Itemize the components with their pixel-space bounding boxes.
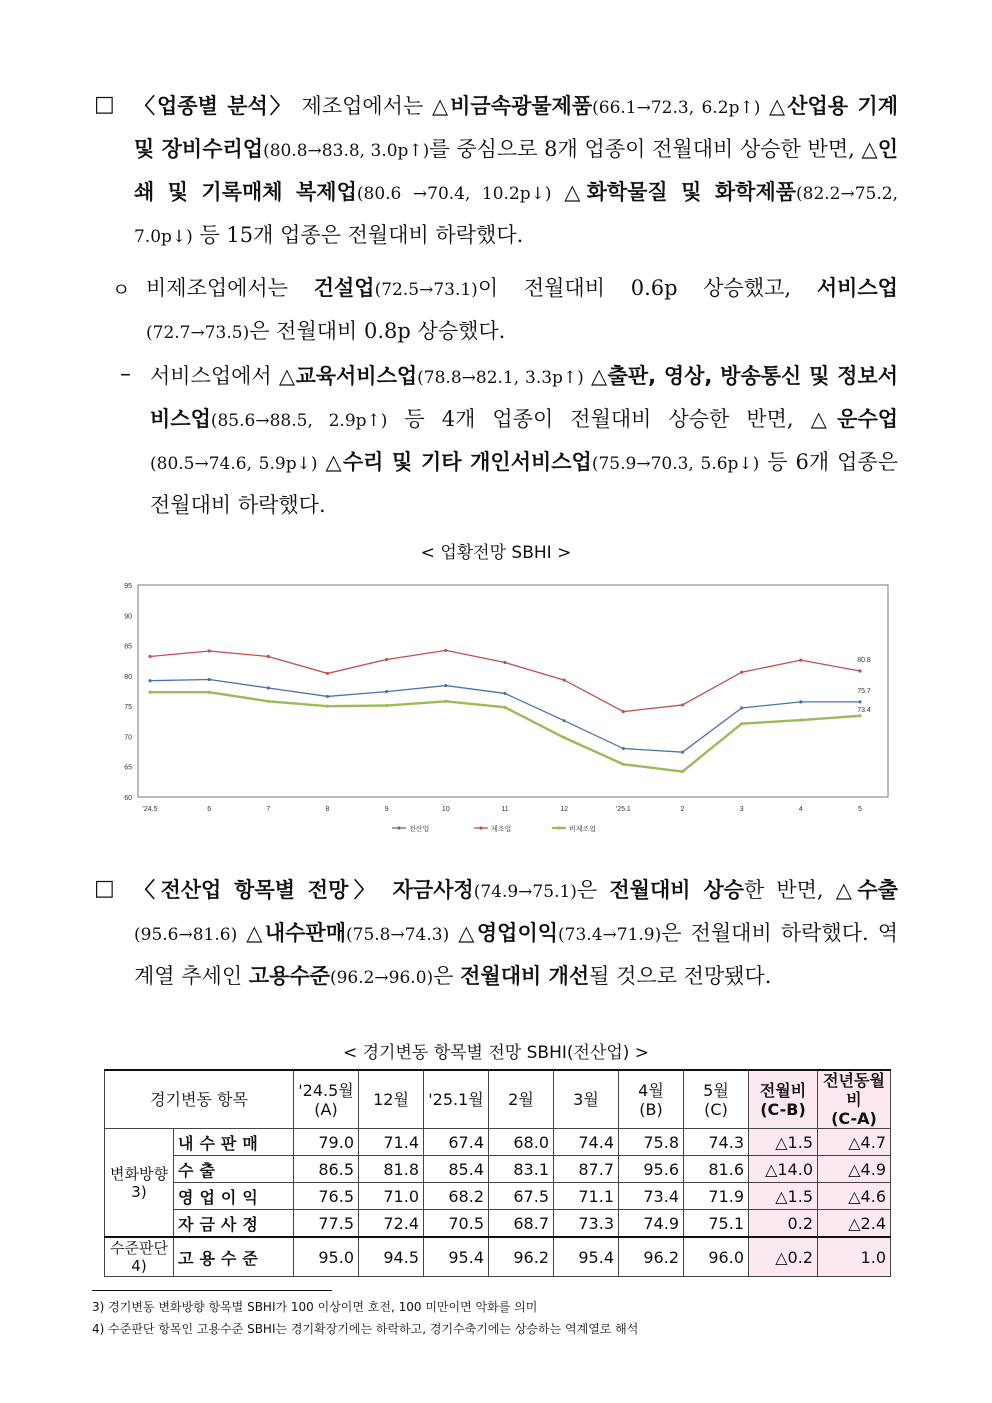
table-row [105,1129,891,1156]
table-cell: 77.5 [294,1210,359,1238]
text-run: △ [551,180,587,204]
data-point [444,700,447,703]
item-name: 영업이익 [174,1183,294,1210]
data-point [799,718,802,721]
col-header: '24.5월 (A) [294,1070,359,1129]
table-cell: 95.0 [294,1237,359,1277]
bold-term: 내수판매 [264,921,347,945]
plot-area [138,585,888,797]
table-cell: 75.1 [684,1210,749,1238]
section2-marker: ㅇ [112,279,131,301]
bold-term: 전월대비 개선 [460,964,590,988]
table-cell: 71.9 [684,1183,749,1210]
table-cell: 71.0 [359,1183,424,1210]
data-point [148,679,151,682]
data-point [267,686,270,689]
value-change: (66.1→72.3, 6.2p↑) [592,98,761,118]
text-run: 은 전월대비 하락했다. 역계열 추세인 [134,921,899,988]
item-name: 내수판매 [174,1129,294,1156]
table-cell: 85.4 [424,1156,489,1183]
text-run: 한 반면, △ [743,878,858,902]
section4-paragraph [134,870,898,999]
data-point [326,705,329,708]
section1-marker: □ [94,92,115,117]
value-change: (80.8→83.8, 3.0p↑) [263,141,430,161]
table-cell: 71.4 [359,1129,424,1156]
chart-caption: < 업황전망 SBHI > [420,543,572,563]
value-change: (78.8→82.1, 3.3p↑) [417,368,584,388]
table-cell: △4.7 [818,1129,891,1156]
section4-title: 〈전산업 항목별 전망〉 [134,878,381,902]
sbhi-table [104,1069,891,1277]
table-cell: 67.5 [489,1183,554,1210]
value-change: (80.6 →70.4, 10.2p↓) [356,184,552,204]
value-change: (95.6→81.6) [134,925,238,945]
bold-term: 전월대비 상승 [609,878,744,902]
value-change: (73.4→71.9) [558,925,662,945]
table-cell: 86.5 [294,1156,359,1183]
table-cell: 70.5 [424,1210,489,1238]
col-header: 전월비 (C-B) [749,1070,818,1129]
table-caption: < 경기변동 항목별 전망 SBHI(전산업) > [342,1043,650,1063]
bold-term: 비금속광물제품 [450,94,593,118]
bold-term: 영업이익 [476,921,559,945]
text-run: 등 4개 업종이 전월대비 상승한 반면, △ [387,407,838,431]
value-change: (96.2→96.0) [329,968,434,988]
text-run: △ [237,921,265,945]
legend-marker [557,826,560,829]
y-tick-label: 75 [124,704,132,712]
x-tick-label: 2 [680,806,685,813]
data-point [385,704,388,707]
table-cell: 67.4 [424,1129,489,1156]
x-tick-label: 6 [207,806,212,813]
bold-term: 운수업 [837,407,899,431]
data-point [208,678,211,681]
bold-term: 인쇄 및 기록매체 복제업 [134,137,899,204]
data-point [503,692,506,695]
table-cell: 68.7 [489,1210,554,1238]
col-header: 12월 [359,1070,424,1129]
section3-marker: – [120,362,131,387]
x-tick-label: 11 [501,806,509,813]
text-run: 를 중심으로 8개 업종이 전월대비 상승한 반면, △ [429,137,878,161]
footnote-4: 4) 수준판단 항목인 고용수준 SBHI는 경기확장기에는 하락하고, 경기수축기에는 상승하는 역계열로 해석 [92,1322,639,1336]
table-row [105,1156,891,1183]
data-point [681,703,684,706]
data-point [681,751,684,754]
table-cell: 0.2 [749,1210,818,1238]
legend-label: 비제조업 [569,825,597,833]
end-data-label: 73.4 [857,706,871,714]
table-cell: △1.5 [749,1183,818,1210]
end-data-label: 80.8 [857,657,871,665]
table-row [105,1183,891,1210]
table-cell: 74.3 [684,1129,749,1156]
data-point [858,714,861,717]
legend-marker [479,826,482,829]
data-point [622,710,625,713]
table-cell: 96.2 [619,1237,684,1277]
table-cell: △4.6 [818,1183,891,1210]
data-point [208,691,211,694]
x-tick-label: '25.1 [615,806,631,813]
data-point [503,706,506,709]
data-point [622,763,625,766]
item-name: 고용수준 [174,1237,294,1277]
text-run: 이 전월대비 0.6p 상승했고, [477,276,817,300]
text-run: 은 전월대비 0.8p 상승했다. [249,319,506,343]
value-change: (75.9→70.3, 5.6p↓) [591,454,760,474]
x-tick-label: 9 [384,806,389,813]
table-cell: 68.2 [424,1183,489,1210]
table-corner: 경기변동 항목 [105,1070,294,1129]
col-header: 5월 (C) [684,1070,749,1129]
x-tick-label: 3 [739,806,744,813]
section1-title: 〈업종별 분석〉 [134,94,293,118]
data-point [385,658,388,661]
footnote-3: 3) 경기변동 변화방향 항목별 SBHI가 100 이상이면 호전, 100 미만이면 악화를 의미 [92,1300,538,1314]
data-point [503,661,506,664]
x-tick-label: 4 [798,806,803,813]
data-point [267,655,270,658]
text-run: 은 [433,964,461,988]
text-run: △ [760,94,788,118]
table-cell: △14.0 [749,1156,818,1183]
sbhi-line-chart [112,572,902,842]
y-tick-label: 90 [124,613,132,621]
data-point [267,700,270,703]
data-point [148,691,151,694]
table-cell: 79.0 [294,1129,359,1156]
bold-term: 교육서비스업 [295,364,418,388]
bold-term: 자금사정 [392,878,474,902]
data-point [858,669,861,672]
data-point [799,700,802,703]
col-header: '25.1월 [424,1070,489,1129]
table-cell: 76.5 [294,1183,359,1210]
group-label: 수준판단4) [105,1237,174,1277]
value-change: (72.5→73.1) [374,280,478,300]
x-tick-label: 7 [266,806,271,813]
end-data-label: 75.7 [857,687,871,695]
data-point [326,695,329,698]
legend-label: 전산업 [409,825,430,833]
table-cell: △0.2 [749,1237,818,1277]
col-header: 2월 [489,1070,554,1129]
section3-paragraph [150,356,898,526]
table-cell: 71.1 [554,1183,619,1210]
value-change: (72.7→73.5) [146,323,250,343]
table-cell: 87.7 [554,1156,619,1183]
text-run: 등 6개 업종은 전월대비 하락했다. [150,450,899,517]
table-row [105,1210,891,1238]
table-cell: 94.5 [359,1237,424,1277]
data-point [444,649,447,652]
data-point [148,655,151,658]
text-run: 등 15개 업종은 전월대비 하락했다. [192,223,524,247]
data-point [622,747,625,750]
table-cell: 68.0 [489,1129,554,1156]
value-change: (75.8→74.3) [346,925,450,945]
table-cell: 73.4 [619,1183,684,1210]
text-run: 서비스업에서 △ [150,364,296,388]
text-run: △ [583,364,608,388]
section3-body [150,364,898,517]
data-point [858,700,861,703]
data-point [444,684,447,687]
table-cell: 96.2 [489,1237,554,1277]
data-point [385,690,388,693]
bold-term: 산업용 기계 및 장비수리업 [134,94,898,161]
x-tick-label: 10 [441,806,450,813]
legend-label: 제조업 [491,825,512,833]
data-point [740,722,743,725]
col-header: 3월 [554,1070,619,1129]
text-run: △ [317,450,343,474]
data-point [326,672,329,675]
y-tick-label: 65 [124,764,132,772]
bold-term: 서비스업 [816,276,898,300]
table-cell: 74.4 [554,1129,619,1156]
bold-term: 건설업 [313,276,375,300]
data-point [681,770,684,773]
x-tick-label: '24.5 [142,806,158,813]
text-run: △ [449,921,477,945]
group-label: 변화방향3) [105,1129,174,1238]
table-cell: 96.0 [684,1237,749,1277]
table-cell: 73.3 [554,1210,619,1238]
table-cell: 81.6 [684,1156,749,1183]
table-cell: 95.4 [424,1237,489,1277]
data-point [208,649,211,652]
table-cell: △1.5 [749,1129,818,1156]
table-cell: 83.1 [489,1156,554,1183]
value-change: (82.2→75.2, 7.0p↓) [134,184,898,247]
table-cell: 95.4 [554,1237,619,1277]
table-cell: 74.9 [619,1210,684,1238]
x-tick-label: 5 [858,806,862,813]
table-cell: 95.6 [619,1156,684,1183]
y-tick-label: 60 [124,795,132,802]
footnote-divider [92,1290,332,1291]
data-point [799,659,802,662]
value-change: (74.9→75.1) [473,882,577,902]
item-name: 수출 [174,1156,294,1183]
item-name: 자금사정 [174,1210,294,1238]
table-cell: 72.4 [359,1210,424,1238]
data-point [563,719,566,722]
y-tick-label: 95 [124,583,132,590]
data-point [563,678,566,681]
x-tick-label: 8 [325,806,330,813]
table-row [105,1237,891,1277]
section4-marker: □ [94,876,115,901]
bold-term: 고용수준 [248,964,330,988]
y-tick-label: 80 [124,673,132,681]
text-run: 은 [576,878,610,902]
value-change: (85.6→88.5, 2.9p↑) [210,411,388,431]
col-header: 4월 (B) [619,1070,684,1129]
table-cell: △2.4 [818,1210,891,1238]
bold-term: 출판, 영상, 방송통신 및 정보서비스업 [150,364,898,431]
text-run: 비제조업에서는 [146,276,314,300]
table-cell: 1.0 [818,1237,891,1277]
col-header: 전년동월비 (C-A) [818,1070,891,1129]
table-cell: 81.8 [359,1156,424,1183]
section2-paragraph [146,268,898,354]
x-tick-label: 12 [560,806,569,813]
data-point [740,671,743,674]
table-cell: △4.9 [818,1156,891,1183]
text-run: 될 것으로 전망됐다. [589,964,772,988]
section2-body [146,276,898,343]
bold-term: 수출 [857,878,898,902]
table-cell: 75.8 [619,1129,684,1156]
bold-term: 수리 및 기타 개인서비스업 [342,450,592,474]
section1-paragraph [134,86,898,258]
legend-marker [397,826,400,829]
text-run: 제조업에서는 △ [301,94,451,118]
data-point [740,706,743,709]
y-tick-label: 85 [124,643,132,651]
data-point [563,736,566,739]
value-change: (80.5→74.6, 5.9p↓) [150,454,318,474]
y-tick-label: 70 [124,734,132,742]
bold-term: 화학물질 및 화학제품 [586,180,797,204]
